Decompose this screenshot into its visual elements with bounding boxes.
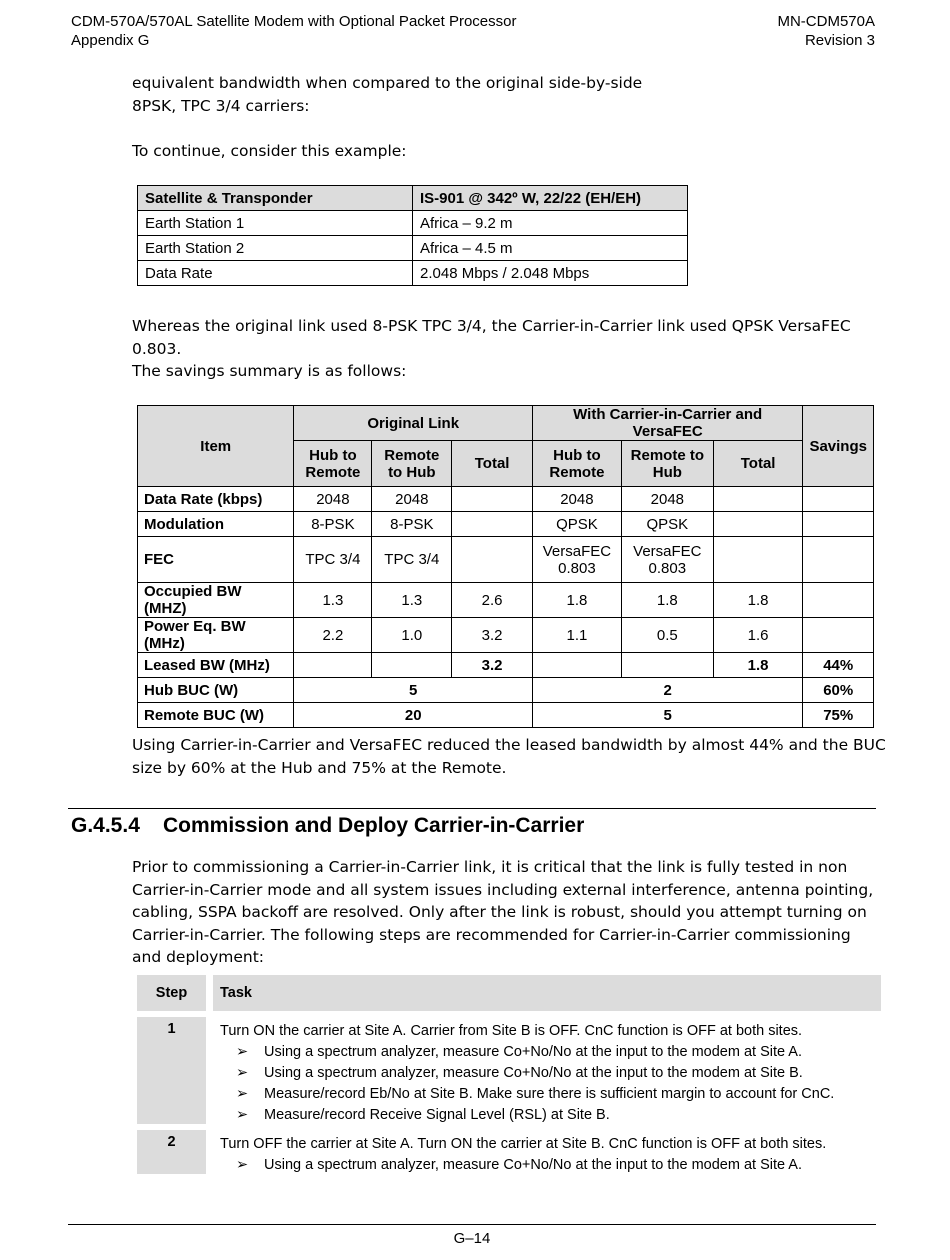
header-line: Hub [652,463,682,481]
header-line: Remote [305,463,361,481]
table-cell [803,583,874,618]
cnc-header: With Carrier-in-Carrier and VersaFEC [532,406,802,441]
task-bullets [220,1155,881,1176]
row-label: Hub BUC (W) [138,678,294,703]
column-header: Total [713,441,803,487]
table-cell: 2 [532,678,802,703]
intro-line: 8PSK, TPC 3/4 carriers: [132,96,310,115]
example-table [137,185,688,286]
arrow-bullet-icon: ➢ [236,1086,249,1102]
table-cell: TPC 3/4 [372,537,452,583]
header-line: Remote [549,463,605,481]
table-cell [532,537,621,583]
table-header-cell: IS-901 @ 342º W, 22/22 (EH/EH) [413,186,688,211]
list-item [220,1155,881,1176]
table-cell [713,537,803,583]
table-header-cell: Satellite & Transponder [138,186,413,211]
original-link-header: Original Link [294,406,533,441]
appendix-label: Appendix G [71,32,150,49]
header-line: Hub to [309,446,357,464]
table-cell: 2.6 [452,583,533,618]
steps-table [137,975,881,1174]
bullet-text: Measure/record Receive Signal Level (RSL) at Site B. [264,1107,610,1123]
steps-header-row [137,975,881,1011]
arrow-bullet-icon: ➢ [236,1065,249,1081]
table-cell: 2048 [532,487,621,512]
arrow-bullet-icon: ➢ [236,1107,249,1123]
table-row [138,512,874,537]
header-line: Remote [384,446,440,464]
table-cell: 8-PSK [372,512,452,537]
table-cell: 1.3 [294,583,372,618]
task-header: Task [213,975,881,1011]
table-cell: 2.2 [294,618,372,653]
table-cell [621,537,713,583]
body-line: The savings summary is as follows: [132,362,407,380]
table-cell: 2048 [372,487,452,512]
table-cell: 1.8 [713,653,803,678]
arrow-bullet-icon: ➢ [236,1157,249,1173]
body-line: Carrier-in-Carrier mode and all system issues including external interference, antenna pointing, [132,880,874,899]
table-cell: 3.2 [452,618,533,653]
whereas-paragraph [132,315,892,383]
bullet-text: Using a spectrum analyzer, measure Co+No/No at the input to the modem at Site B. [264,1065,803,1081]
running-header-left [71,12,516,50]
section-number: G.4.5.4 [71,814,140,837]
table-row [138,678,874,703]
table-cell [452,512,533,537]
list-item [220,1042,881,1063]
header-line: Remote to [630,446,704,464]
revision-label: Revision 3 [804,32,875,49]
table-cell: Data Rate [138,261,413,286]
bullet-text: Using a spectrum analyzer, measure Co+No/No at the input to the modem at Site A. [264,1157,802,1173]
table-cell: 0.5 [621,618,713,653]
savings-cell: 60% [803,678,874,703]
task-bullets [220,1042,881,1126]
table-cell: 2048 [294,487,372,512]
body-line: and deployment: [132,948,265,966]
table-header-row [138,406,874,441]
table-row [138,618,874,653]
bullet-text: Using a spectrum analyzer, measure Co+No/No at the input to the modem at Site A. [264,1044,802,1060]
body-line: size by 60% at the Hub and 75% at the Remote. [132,758,507,777]
table-cell: 2.048 Mbps / 2.048 Mbps [413,261,688,286]
table-cell [372,653,452,678]
row-label: Modulation [138,512,294,537]
table-row [138,653,874,678]
column-header [372,441,452,487]
table-cell: 1.8 [621,583,713,618]
section-paragraph [132,856,892,969]
step-number: 1 [137,1017,206,1124]
row-label: Occupied BW (MHZ) [138,583,294,618]
row-label: Leased BW (MHz) [138,653,294,678]
table-cell [713,487,803,512]
table-cell: 20 [294,703,533,728]
savings-header: Savings [803,406,874,487]
body-line: Whereas the original link used 8-PSK TPC 3/4, the Carrier-in-Carrier link used QPSK VersaFEC [132,317,851,335]
table-cell [452,537,533,583]
task-text: Turn ON the carrier at Site A. Carrier from Site B is OFF. CnC function is OFF at both sites. [220,1023,803,1039]
page-number: G–14 [453,1230,491,1247]
table-cell: 5 [532,703,802,728]
savings-table [137,405,874,728]
arrow-bullet-icon: ➢ [236,1044,249,1060]
savings-cell: 44% [803,653,874,678]
table-row [138,261,688,286]
table-cell [803,537,874,583]
table-cell: 1.0 [372,618,452,653]
step-number: 2 [137,1130,206,1174]
body-line: 0.803. [132,339,182,358]
cell-line: 0.803 [558,559,596,577]
step-row [137,1130,881,1174]
intro-paragraph [132,72,892,117]
cell-line: VersaFEC [542,542,612,560]
table-cell [803,487,874,512]
conclusion-paragraph [132,734,892,779]
section-rule [68,808,876,809]
row-label: Remote BUC (W) [138,703,294,728]
body-line: Using Carrier-in-Carrier and VersaFEC reduced the leased bandwidth by almost 44% and the BUC [132,736,886,754]
row-label: Data Rate (kbps) [138,487,294,512]
table-cell: Africa – 4.5 m [413,236,688,261]
section-title: Commission and Deploy Carrier-in-Carrier [163,814,585,837]
table-cell [803,618,874,653]
row-label: FEC [138,537,294,583]
intro-line: equivalent bandwidth when compared to the original side-by-side [132,74,643,92]
manual-number: MN-CDM570A [777,13,875,30]
table-cell: Earth Station 2 [138,236,413,261]
table-row [138,583,874,618]
table-row [138,211,688,236]
list-item [220,1063,881,1084]
table-cell [621,653,713,678]
table-cell: 2048 [621,487,713,512]
table-cell: 8-PSK [294,512,372,537]
table-row [138,703,874,728]
table-cell: 1.6 [713,618,803,653]
savings-cell: 75% [803,703,874,728]
step-header: Step [137,975,206,1011]
table-cell: QPSK [532,512,621,537]
table-cell [713,512,803,537]
table-cell: TPC 3/4 [294,537,372,583]
body-line: Carrier-in-Carrier. The following steps are recommended for Carrier-in-Carrier commissioning [132,925,851,944]
table-cell: 1.3 [372,583,452,618]
header-line: Hub to [553,446,601,464]
column-header [532,441,621,487]
item-header: Item [138,406,294,487]
row-label: Power Eq. BW (MHz) [138,618,294,653]
table-cell: 1.8 [532,583,621,618]
table-header-row [138,186,688,211]
list-item [220,1084,881,1105]
table-cell [294,653,372,678]
step-task [213,1017,881,1124]
table-cell: 5 [294,678,533,703]
header-line: to Hub [388,463,436,481]
list-item [220,1105,881,1126]
manual-title: CDM-570A/570AL Satellite Modem with Optional Packet Processor [71,13,517,30]
table-cell: Africa – 9.2 m [413,211,688,236]
step-task [213,1130,881,1174]
column-header: Total [452,441,533,487]
task-text: Turn OFF the carrier at Site A. Turn ON the carrier at Site B. CnC function is OFF at both sites. [220,1136,827,1152]
running-header-right [777,12,875,50]
body-line: Prior to commissioning a Carrier-in-Carrier link, it is critical that the link is fully tested in non [132,858,848,876]
table-cell: 1.8 [713,583,803,618]
body-line: cabling, SSPA backoff are resolved. Only after the link is robust, should you attempt turning on [132,903,867,921]
cell-line: VersaFEC [633,542,702,560]
table-cell: QPSK [621,512,713,537]
table-cell [452,487,533,512]
cell-line: 0.803 [648,559,687,577]
continue-paragraph [132,140,892,163]
column-header [294,441,372,487]
table-cell [532,653,621,678]
table-row [138,537,874,583]
table-row [138,236,688,261]
table-row [138,487,874,512]
column-header [621,441,713,487]
table-cell: Earth Station 1 [138,211,413,236]
bullet-text: Measure/record Eb/No at Site B. Make sure there is sufficient margin to account for CnC. [264,1086,835,1102]
step-row [137,1017,881,1124]
footer-rule [68,1224,876,1225]
section-heading [71,813,584,839]
table-cell: 1.1 [532,618,621,653]
continue-text: To continue, consider this example: [132,142,407,160]
table-cell [803,512,874,537]
table-cell: 3.2 [452,653,533,678]
